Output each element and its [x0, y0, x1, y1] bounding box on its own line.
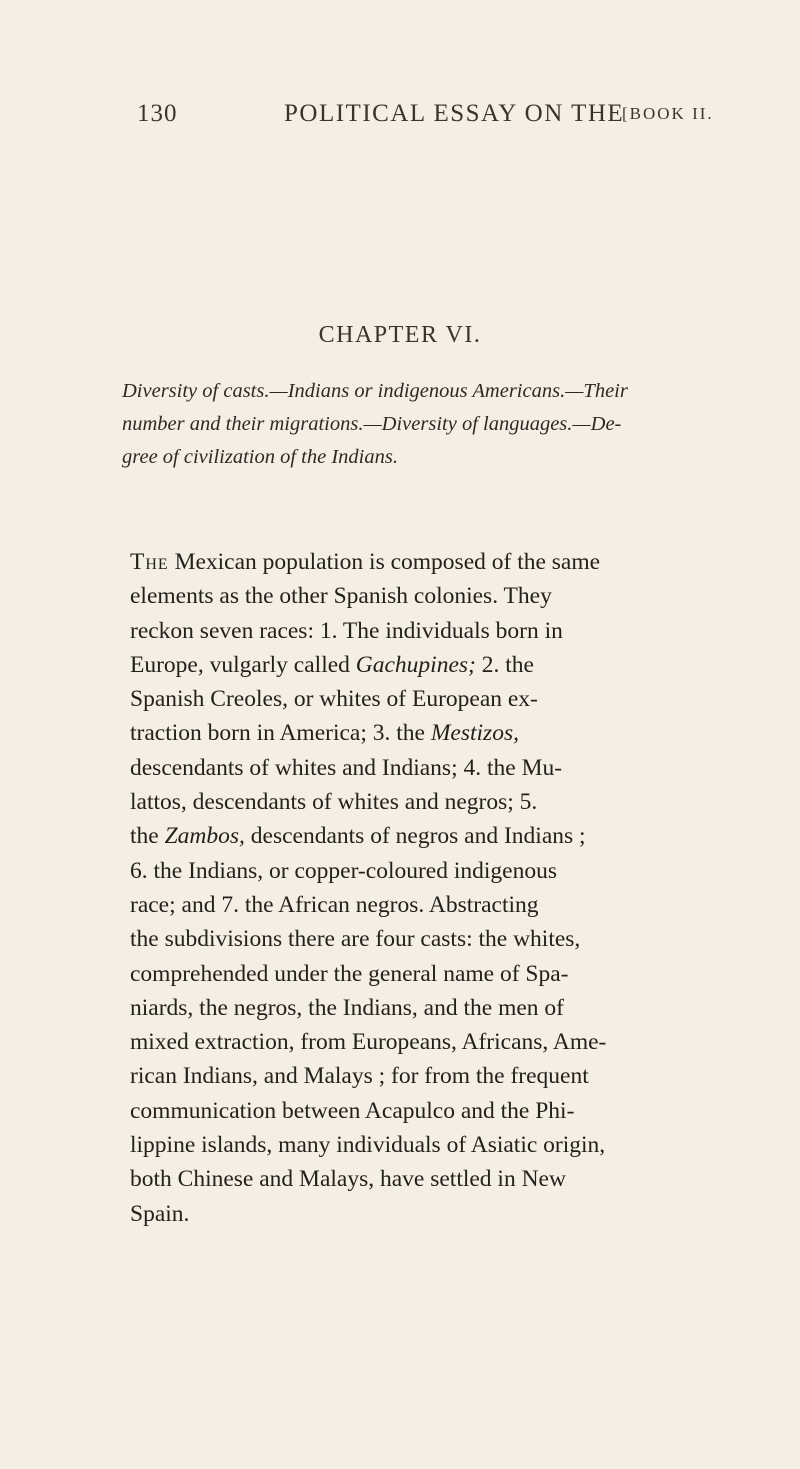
text-line: both Chinese and Malays, have settled in New: [130, 1166, 566, 1193]
text-line: reckon seven races: 1. The individuals born in: [130, 617, 563, 644]
text-fragment: Mexican population is composed of the same: [168, 549, 601, 575]
running-title: POLITICAL ESSAY ON THE: [284, 100, 625, 127]
summary-line: gree of civilization of the Indians.: [122, 446, 398, 468]
text-line: descendants of whites and Indians; 4. the Mu-: [130, 754, 563, 781]
text-line: elements as the other Spanish colonies. They: [130, 583, 552, 610]
text-line: lippine islands, many individuals of Asiatic origin,: [130, 1132, 606, 1159]
text-line: [130, 716, 800, 750]
summary-line: Diversity of casts.—Indians or indigenous Americans.—Their: [122, 380, 628, 402]
text-fragment: descendants of negros and Indians ;: [244, 823, 586, 850]
text-line: mixed extraction, from Europeans, Africans, Ame-: [130, 1029, 607, 1056]
text-line: the subdivisions there are four casts: the whites,: [130, 926, 581, 953]
text-line: comprehended under the general name of Spa-: [130, 960, 569, 987]
chapter-heading: CHAPTER VI.: [318, 322, 482, 348]
text-line: race; and 7. the African negros. Abstracting: [130, 891, 539, 918]
text-line: lattos, descendants of whites and negros; 5.: [130, 789, 538, 816]
summary-line: number and their migrations.—Diversity of languages.—De-: [122, 413, 622, 435]
text-line: [130, 819, 800, 853]
page-number: 130: [137, 100, 178, 127]
text-line: Spanish Creoles, or whites of European ex-: [130, 686, 538, 713]
running-head: [137, 100, 772, 140]
text-line: [130, 648, 800, 682]
chapter-summary: [122, 375, 800, 474]
text-fragment: Europe, vulgarly called: [130, 651, 356, 678]
text-line: [130, 545, 800, 579]
text-line: 6. the Indians, or copper-coloured indigenous: [130, 857, 557, 884]
text-line: Spain.: [130, 1200, 190, 1227]
italic-term: Zambos,: [164, 823, 245, 850]
text-line: communication between Acapulco and the Phi-: [130, 1097, 575, 1124]
text-line: rican Indians, and Malays ; for from the frequent: [130, 1063, 589, 1090]
text-fragment: 2. the: [475, 651, 534, 678]
text-line: niards, the negros, the Indians, and the men of: [130, 994, 564, 1021]
opening-word: The: [130, 549, 169, 575]
text-fragment: traction born in America; 3. the: [130, 720, 431, 747]
italic-term: Gachupines;: [355, 651, 476, 678]
text-fragment: the: [130, 823, 165, 850]
book-reference: [BOOK II.: [622, 104, 714, 123]
italic-term: Mestizos,: [430, 720, 519, 747]
body-paragraph: [130, 545, 800, 1231]
